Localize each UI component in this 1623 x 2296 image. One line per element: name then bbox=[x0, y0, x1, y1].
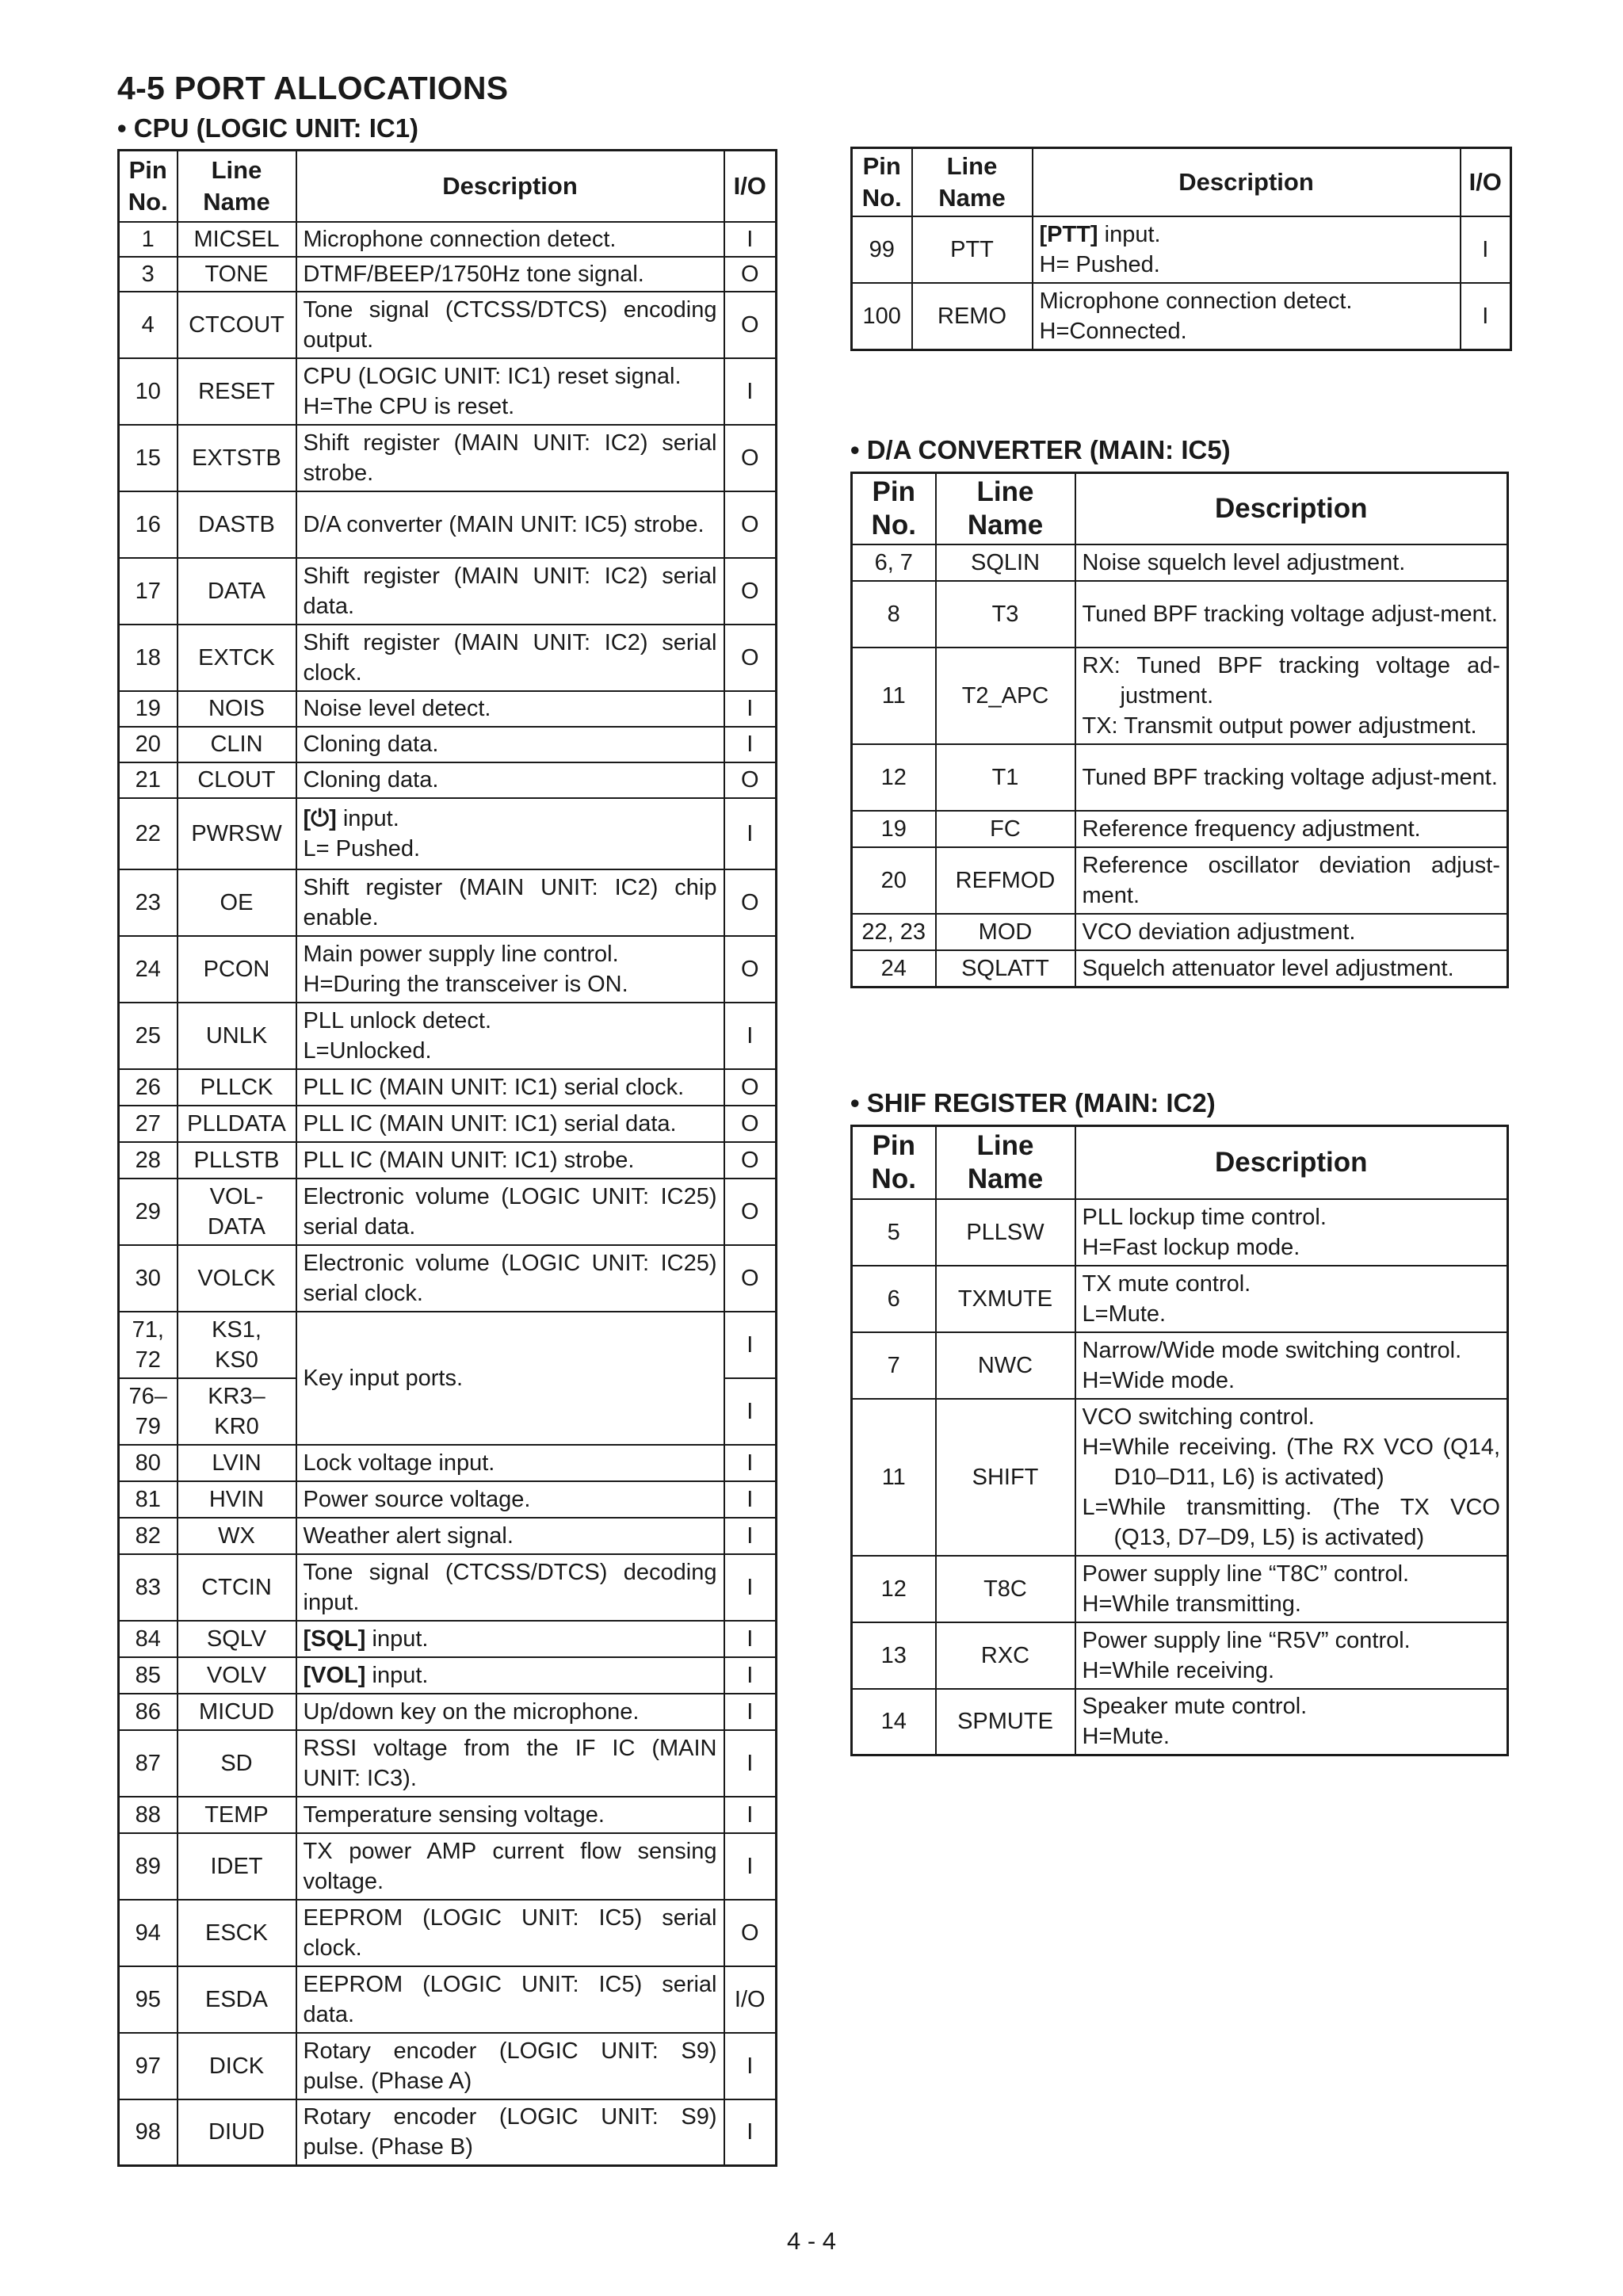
line-name-cell: DIUD bbox=[178, 2099, 296, 2166]
line-name-cell: UNLK bbox=[178, 1003, 296, 1069]
description-tx: TX: Transmit output power adjustment. bbox=[1082, 713, 1477, 739]
line-name-cell: PTT bbox=[912, 216, 1033, 283]
pin-cell: 17 bbox=[119, 558, 178, 625]
table-row bbox=[119, 1518, 777, 1554]
description-line: L=While transmitting. (The TX VCO (Q13, D7–D9, L5) is activated) bbox=[1082, 1494, 1500, 1550]
table-row bbox=[852, 216, 1511, 283]
description-cell: Tone signal (CTCSS/DTCS) encoding output. bbox=[296, 292, 724, 358]
io-cell: O bbox=[724, 558, 777, 625]
table-row bbox=[119, 358, 777, 425]
pin-cell: 30 bbox=[119, 1245, 178, 1312]
description-cell: PLL IC (MAIN UNIT: IC1) serial clock. bbox=[296, 1069, 724, 1106]
description-cell: RSSI voltage from the IF IC (MAIN UNIT: IC3). bbox=[296, 1730, 724, 1797]
description-line: H=While receiving. (The RX VCO (Q14, D10–D11, L6) is activated) bbox=[1082, 1434, 1500, 1490]
pin-cell: 95 bbox=[119, 1966, 178, 2033]
description-cell: Main power supply line control. H=During the transceiver is ON. bbox=[296, 936, 724, 1003]
table-row bbox=[119, 869, 777, 936]
table-header-row bbox=[852, 473, 1508, 545]
table-row bbox=[852, 847, 1508, 914]
io-cell: I bbox=[1461, 283, 1511, 350]
header-line-name: Line Name bbox=[936, 473, 1075, 545]
io-cell: I bbox=[724, 358, 777, 425]
pin-cell: 24 bbox=[852, 950, 936, 987]
pin-cell: 19 bbox=[852, 811, 936, 847]
line-name-cell: REFMOD bbox=[936, 847, 1075, 914]
line-name-cell: SPMUTE bbox=[936, 1689, 1075, 1755]
description-cell: Key input ports. bbox=[296, 1312, 724, 1445]
io-cell: I bbox=[724, 1833, 777, 1900]
table-row bbox=[852, 283, 1511, 350]
pin-cell: 11 bbox=[852, 1399, 936, 1556]
description-cell: DTMF/BEEP/1750Hz tone signal. bbox=[296, 257, 724, 292]
table-row bbox=[119, 1900, 777, 1966]
description-cell: EEPROM (LOGIC UNIT: IC5) serial data. bbox=[296, 1966, 724, 2033]
table-row bbox=[852, 1266, 1508, 1332]
io-cell: O bbox=[724, 1069, 777, 1106]
table-row bbox=[852, 1199, 1508, 1266]
pin-cell: 99 bbox=[852, 216, 912, 283]
table-row bbox=[852, 648, 1508, 744]
description-rx: RX: Tuned BPF tracking voltage ad-justment. bbox=[1082, 653, 1500, 709]
table-row bbox=[119, 222, 777, 257]
description-cell: PLL unlock detect. L=Unlocked. bbox=[296, 1003, 724, 1069]
header-line-name: Line Name bbox=[178, 151, 296, 222]
line-name-cell: SD bbox=[178, 1730, 296, 1797]
table-row bbox=[119, 625, 777, 691]
pin-cell: 21 bbox=[119, 762, 178, 798]
pin-cell: 11 bbox=[852, 648, 936, 744]
pin-cell: 12 bbox=[852, 744, 936, 811]
io-cell: I bbox=[724, 222, 777, 257]
line-name-cell: PWRSW bbox=[178, 798, 296, 869]
description-cell: Reference frequency adjustment. bbox=[1075, 811, 1508, 847]
table-row bbox=[119, 1179, 777, 1245]
table-row bbox=[119, 425, 777, 491]
table-row bbox=[852, 1689, 1508, 1755]
header-pin-no: Pin No. bbox=[852, 148, 912, 217]
pin-cell: 86 bbox=[119, 1694, 178, 1730]
pin-cell: 8 bbox=[852, 581, 936, 648]
description-cell: VCO deviation adjustment. bbox=[1075, 914, 1508, 950]
pin-cell: 76– 79 bbox=[119, 1378, 178, 1445]
pin-cell: 94 bbox=[119, 1900, 178, 1966]
table-row bbox=[119, 727, 777, 762]
description-cell: Noise squelch level adjustment. bbox=[1075, 544, 1508, 581]
line-name-cell: VOLCK bbox=[178, 1245, 296, 1312]
line-name-cell: T8C bbox=[936, 1556, 1075, 1622]
table-row bbox=[119, 2099, 777, 2166]
description-cell: Power supply line “R5V” control. H=While receiving. bbox=[1075, 1622, 1508, 1689]
table-row bbox=[119, 1445, 777, 1481]
line-name-cell: SQLIN bbox=[936, 544, 1075, 581]
line-name-cell: MICUD bbox=[178, 1694, 296, 1730]
cpu-section-heading: • CPU (LOGIC UNIT: IC1) bbox=[117, 113, 419, 143]
io-cell: I bbox=[724, 1312, 777, 1378]
pin-cell: 88 bbox=[119, 1797, 178, 1833]
description-cell: Up/down key on the microphone. bbox=[296, 1694, 724, 1730]
description-text: input. H= Pushed. bbox=[1039, 222, 1161, 277]
description-cell: Tone signal (CTCSS/DTCS) decoding input. bbox=[296, 1554, 724, 1621]
io-cell: I bbox=[724, 1481, 777, 1518]
line-name-cell: T2_APC bbox=[936, 648, 1075, 744]
line-name-cell: PLLSW bbox=[936, 1199, 1075, 1266]
line-name-cell: PLLCK bbox=[178, 1069, 296, 1106]
header-description: Description bbox=[1033, 148, 1461, 217]
description-cell: Lock voltage input. bbox=[296, 1445, 724, 1481]
io-cell: I bbox=[724, 1730, 777, 1797]
line-name-cell: DASTB bbox=[178, 491, 296, 558]
io-cell: O bbox=[724, 1106, 777, 1142]
table-row bbox=[119, 1142, 777, 1179]
vol-key-label: [VOL] bbox=[303, 1662, 366, 1688]
header-line-name: Line Name bbox=[912, 148, 1033, 217]
pin-cell: 10 bbox=[119, 358, 178, 425]
pin-cell: 27 bbox=[119, 1106, 178, 1142]
line-name-cell: HVIN bbox=[178, 1481, 296, 1518]
pin-cell: 71, 72 bbox=[119, 1312, 178, 1378]
table-row bbox=[119, 1554, 777, 1621]
pin-cell: 87 bbox=[119, 1730, 178, 1797]
table-row bbox=[852, 1332, 1508, 1399]
line-name-cell: DATA bbox=[178, 558, 296, 625]
line-name-cell: T1 bbox=[936, 744, 1075, 811]
pin-cell: 80 bbox=[119, 1445, 178, 1481]
description-cell: Rotary encoder (LOGIC UNIT: S9) pulse. (Phase B) bbox=[296, 2099, 724, 2166]
table-row bbox=[119, 691, 777, 727]
description-cell: Shift register (MAIN UNIT: IC2) serial strobe. bbox=[296, 425, 724, 491]
sql-key-label: [SQL] bbox=[303, 1626, 366, 1652]
description-cell: Power supply line “T8C” control. H=While transmitting. bbox=[1075, 1556, 1508, 1622]
description-cell: Tuned BPF tracking voltage adjust-ment. bbox=[1075, 581, 1508, 648]
header-description: Description bbox=[1075, 473, 1508, 545]
table-row bbox=[119, 1730, 777, 1797]
io-cell: I bbox=[724, 1797, 777, 1833]
line-name-cell: TXMUTE bbox=[936, 1266, 1075, 1332]
page-number: 4 - 4 bbox=[786, 2227, 837, 2255]
description-cell: EEPROM (LOGIC UNIT: IC5) serial clock. bbox=[296, 1900, 724, 1966]
table-row bbox=[852, 811, 1508, 847]
pin-cell: 16 bbox=[119, 491, 178, 558]
table-row bbox=[119, 1481, 777, 1518]
io-cell: I bbox=[724, 1621, 777, 1657]
line-name-cell: VOL- DATA bbox=[178, 1179, 296, 1245]
line-name-cell: WX bbox=[178, 1518, 296, 1554]
io-cell: I bbox=[724, 727, 777, 762]
io-cell: I bbox=[724, 1657, 777, 1694]
pin-cell: 6 bbox=[852, 1266, 936, 1332]
ptt-key-label: [PTT] bbox=[1039, 222, 1098, 247]
line-name-cell: SQLV bbox=[178, 1621, 296, 1657]
line-name-cell: MICSEL bbox=[178, 222, 296, 257]
pin-cell: 28 bbox=[119, 1142, 178, 1179]
pin-cell: 24 bbox=[119, 936, 178, 1003]
table-row bbox=[119, 936, 777, 1003]
description-cell bbox=[1075, 648, 1508, 744]
description-cell: D/A converter (MAIN UNIT: IC5) strobe. bbox=[296, 491, 724, 558]
table-row bbox=[119, 292, 777, 358]
pin-cell: 18 bbox=[119, 625, 178, 691]
cpu-port-table bbox=[117, 149, 777, 2167]
io-cell: O bbox=[724, 292, 777, 358]
description-cell: TX mute control. L=Mute. bbox=[1075, 1266, 1508, 1332]
table-row bbox=[119, 762, 777, 798]
table-row bbox=[119, 1621, 777, 1657]
io-cell: O bbox=[724, 491, 777, 558]
description-cell: PLL IC (MAIN UNIT: IC1) strobe. bbox=[296, 1142, 724, 1179]
line-name-cell: T3 bbox=[936, 581, 1075, 648]
description-cell: Cloning data. bbox=[296, 762, 724, 798]
description-cell: Microphone connection detect. H=Connected. bbox=[1033, 283, 1461, 350]
da-converter-table bbox=[850, 472, 1509, 988]
pin-cell: 100 bbox=[852, 283, 912, 350]
description-cell: Squelch attenuator level adjustment. bbox=[1075, 950, 1508, 987]
table-row bbox=[852, 544, 1508, 581]
pin-cell: 29 bbox=[119, 1179, 178, 1245]
line-name-cell: FC bbox=[936, 811, 1075, 847]
io-cell: O bbox=[724, 257, 777, 292]
line-name-cell: PLLSTB bbox=[178, 1142, 296, 1179]
description-cell bbox=[296, 1657, 724, 1694]
description-cell: PLL lockup time control. H=Fast lockup mode. bbox=[1075, 1199, 1508, 1266]
pin-cell: 25 bbox=[119, 1003, 178, 1069]
description-cell bbox=[296, 798, 724, 869]
line-name-cell: ESDA bbox=[178, 1966, 296, 2033]
line-name-cell: KR3– KR0 bbox=[178, 1378, 296, 1445]
pin-cell: 26 bbox=[119, 1069, 178, 1106]
line-name-cell: IDET bbox=[178, 1833, 296, 1900]
pin-cell: 4 bbox=[119, 292, 178, 358]
pin-cell: 5 bbox=[852, 1199, 936, 1266]
io-cell: O bbox=[724, 1179, 777, 1245]
line-name-cell: VOLV bbox=[178, 1657, 296, 1694]
pin-cell: 7 bbox=[852, 1332, 936, 1399]
description-cell: Electronic volume (LOGIC UNIT: IC25) serial data. bbox=[296, 1179, 724, 1245]
line-name-cell: CTCOUT bbox=[178, 292, 296, 358]
line-name-cell: PCON bbox=[178, 936, 296, 1003]
description-cell: Temperature sensing voltage. bbox=[296, 1797, 724, 1833]
table-row bbox=[119, 1657, 777, 1694]
table-header-row bbox=[852, 148, 1511, 217]
pin-cell: 20 bbox=[852, 847, 936, 914]
table-row bbox=[119, 2033, 777, 2099]
pin-cell: 81 bbox=[119, 1481, 178, 1518]
pin-cell: 84 bbox=[119, 1621, 178, 1657]
line-name-cell: CLIN bbox=[178, 727, 296, 762]
io-cell: O bbox=[724, 936, 777, 1003]
table-row bbox=[119, 1833, 777, 1900]
io-cell: O bbox=[724, 1900, 777, 1966]
line-name-cell: TONE bbox=[178, 257, 296, 292]
description-cell bbox=[1075, 1399, 1508, 1556]
pin-cell: 98 bbox=[119, 2099, 178, 2166]
description-cell bbox=[1033, 216, 1461, 283]
table-row bbox=[119, 798, 777, 869]
table-row bbox=[119, 558, 777, 625]
table-row bbox=[852, 950, 1508, 987]
io-cell: I bbox=[724, 1518, 777, 1554]
description-cell: Microphone connection detect. bbox=[296, 222, 724, 257]
description-cell: Speaker mute control. H=Mute. bbox=[1075, 1689, 1508, 1755]
description-cell: Electronic volume (LOGIC UNIT: IC25) serial clock. bbox=[296, 1245, 724, 1312]
io-cell: I bbox=[724, 1554, 777, 1621]
pin-cell: 97 bbox=[119, 2033, 178, 2099]
io-cell: O bbox=[724, 425, 777, 491]
table-row bbox=[119, 1797, 777, 1833]
pin-cell: 1 bbox=[119, 222, 178, 257]
description-text: input. bbox=[365, 1626, 429, 1652]
pin-cell: 12 bbox=[852, 1556, 936, 1622]
io-cell: I bbox=[724, 1445, 777, 1481]
line-name-cell: MOD bbox=[936, 914, 1075, 950]
description-cell: CPU (LOGIC UNIT: IC1) reset signal. H=The CPU is reset. bbox=[296, 358, 724, 425]
page-title: 4-5 PORT ALLOCATIONS bbox=[117, 70, 509, 106]
line-name-cell: TEMP bbox=[178, 1797, 296, 1833]
pin-cell: 3 bbox=[119, 257, 178, 292]
header-pin-no: Pin No. bbox=[852, 1126, 936, 1199]
table-row bbox=[119, 1069, 777, 1106]
header-line-name: Line Name bbox=[936, 1126, 1075, 1199]
line-name-cell: EXTCK bbox=[178, 625, 296, 691]
description-cell bbox=[296, 1621, 724, 1657]
line-name-cell: NOIS bbox=[178, 691, 296, 727]
line-name-cell: ESCK bbox=[178, 1900, 296, 1966]
line-name-cell: OE bbox=[178, 869, 296, 936]
table-row bbox=[119, 1106, 777, 1142]
shift-section-heading: • SHIF REGISTER (MAIN: IC2) bbox=[850, 1088, 1216, 1117]
pin-cell: 14 bbox=[852, 1689, 936, 1755]
description-cell: Shift register (MAIN UNIT: IC2) chip enable. bbox=[296, 869, 724, 936]
pin-cell: 82 bbox=[119, 1518, 178, 1554]
io-cell: I bbox=[1461, 216, 1511, 283]
io-cell: I bbox=[724, 798, 777, 869]
description-cell: Reference oscillator deviation adjust-ment. bbox=[1075, 847, 1508, 914]
pin-cell: 23 bbox=[119, 869, 178, 936]
description-cell: Tuned BPF tracking voltage adjust-ment. bbox=[1075, 744, 1508, 811]
description-cell: Cloning data. bbox=[296, 727, 724, 762]
table-row bbox=[852, 581, 1508, 648]
table-row bbox=[119, 1694, 777, 1730]
table-row bbox=[119, 491, 777, 558]
line-name-cell: PLLDATA bbox=[178, 1106, 296, 1142]
io-cell: I/O bbox=[724, 1966, 777, 2033]
table-header-row bbox=[119, 151, 777, 222]
table-row bbox=[852, 1399, 1508, 1556]
description-text: input. L= Pushed. bbox=[303, 805, 421, 861]
pin-cell: 85 bbox=[119, 1657, 178, 1694]
pin-cell: 19 bbox=[119, 691, 178, 727]
table-row bbox=[852, 914, 1508, 950]
pin-cell: 22 bbox=[119, 798, 178, 869]
header-pin-no: Pin No. bbox=[119, 151, 178, 222]
io-cell: I bbox=[724, 1694, 777, 1730]
line-name-cell: CLOUT bbox=[178, 762, 296, 798]
table-row bbox=[119, 1966, 777, 2033]
line-name-cell: SHIFT bbox=[936, 1399, 1075, 1556]
line-name-cell: RXC bbox=[936, 1622, 1075, 1689]
pin-cell: 83 bbox=[119, 1554, 178, 1621]
description-cell: Narrow/Wide mode switching control. H=Wide mode. bbox=[1075, 1332, 1508, 1399]
line-name-cell: CTCIN bbox=[178, 1554, 296, 1621]
header-description: Description bbox=[296, 151, 724, 222]
io-cell: O bbox=[724, 869, 777, 936]
pin-cell: 15 bbox=[119, 425, 178, 491]
table-row bbox=[852, 744, 1508, 811]
description-cell: Weather alert signal. bbox=[296, 1518, 724, 1554]
pin-cell: 89 bbox=[119, 1833, 178, 1900]
line-name-cell: NWC bbox=[936, 1332, 1075, 1399]
table-header-row bbox=[852, 1126, 1508, 1199]
table-row bbox=[852, 1622, 1508, 1689]
io-cell: O bbox=[724, 625, 777, 691]
description-cell: Shift register (MAIN UNIT: IC2) serial clock. bbox=[296, 625, 724, 691]
description-line: VCO switching control. bbox=[1082, 1404, 1315, 1430]
pin-cell: 22, 23 bbox=[852, 914, 936, 950]
cpu-port-table-continued bbox=[850, 147, 1512, 351]
io-cell: O bbox=[724, 1142, 777, 1179]
table-row bbox=[119, 1003, 777, 1069]
line-name-cell: REMO bbox=[912, 283, 1033, 350]
io-cell: I bbox=[724, 2099, 777, 2166]
table-row bbox=[852, 1556, 1508, 1622]
description-text: input. bbox=[365, 1662, 429, 1688]
description-cell: Shift register (MAIN UNIT: IC2) serial data. bbox=[296, 558, 724, 625]
header-io: I/O bbox=[1461, 148, 1511, 217]
table-row bbox=[119, 1312, 777, 1378]
line-name-cell: KS1, KS0 bbox=[178, 1312, 296, 1378]
description-cell: Rotary encoder (LOGIC UNIT: S9) pulse. (Phase A) bbox=[296, 2033, 724, 2099]
pin-cell: 6, 7 bbox=[852, 544, 936, 581]
io-cell: O bbox=[724, 1245, 777, 1312]
description-cell: PLL IC (MAIN UNIT: IC1) serial data. bbox=[296, 1106, 724, 1142]
line-name-cell: SQLATT bbox=[936, 950, 1075, 987]
io-cell: I bbox=[724, 1003, 777, 1069]
line-name-cell: EXTSTB bbox=[178, 425, 296, 491]
line-name-cell: LVIN bbox=[178, 1445, 296, 1481]
io-cell: I bbox=[724, 2033, 777, 2099]
pin-cell: 13 bbox=[852, 1622, 936, 1689]
io-cell: I bbox=[724, 691, 777, 727]
da-section-heading: • D/A CONVERTER (MAIN: IC5) bbox=[850, 435, 1231, 464]
header-pin-no: Pin No. bbox=[852, 473, 936, 545]
header-io: I/O bbox=[724, 151, 777, 222]
description-cell: Noise level detect. bbox=[296, 691, 724, 727]
table-row bbox=[119, 1245, 777, 1312]
header-description: Description bbox=[1075, 1126, 1508, 1199]
pin-cell: 20 bbox=[119, 727, 178, 762]
line-name-cell: RESET bbox=[178, 358, 296, 425]
line-name-cell: DICK bbox=[178, 2033, 296, 2099]
description-cell: Power source voltage. bbox=[296, 1481, 724, 1518]
shift-register-table bbox=[850, 1125, 1509, 1756]
power-key-label: [⏻] bbox=[303, 805, 337, 831]
io-cell: O bbox=[724, 762, 777, 798]
table-row bbox=[119, 257, 777, 292]
io-cell: I bbox=[724, 1378, 777, 1445]
description-cell: TX power AMP current flow sensing voltage. bbox=[296, 1833, 724, 1900]
